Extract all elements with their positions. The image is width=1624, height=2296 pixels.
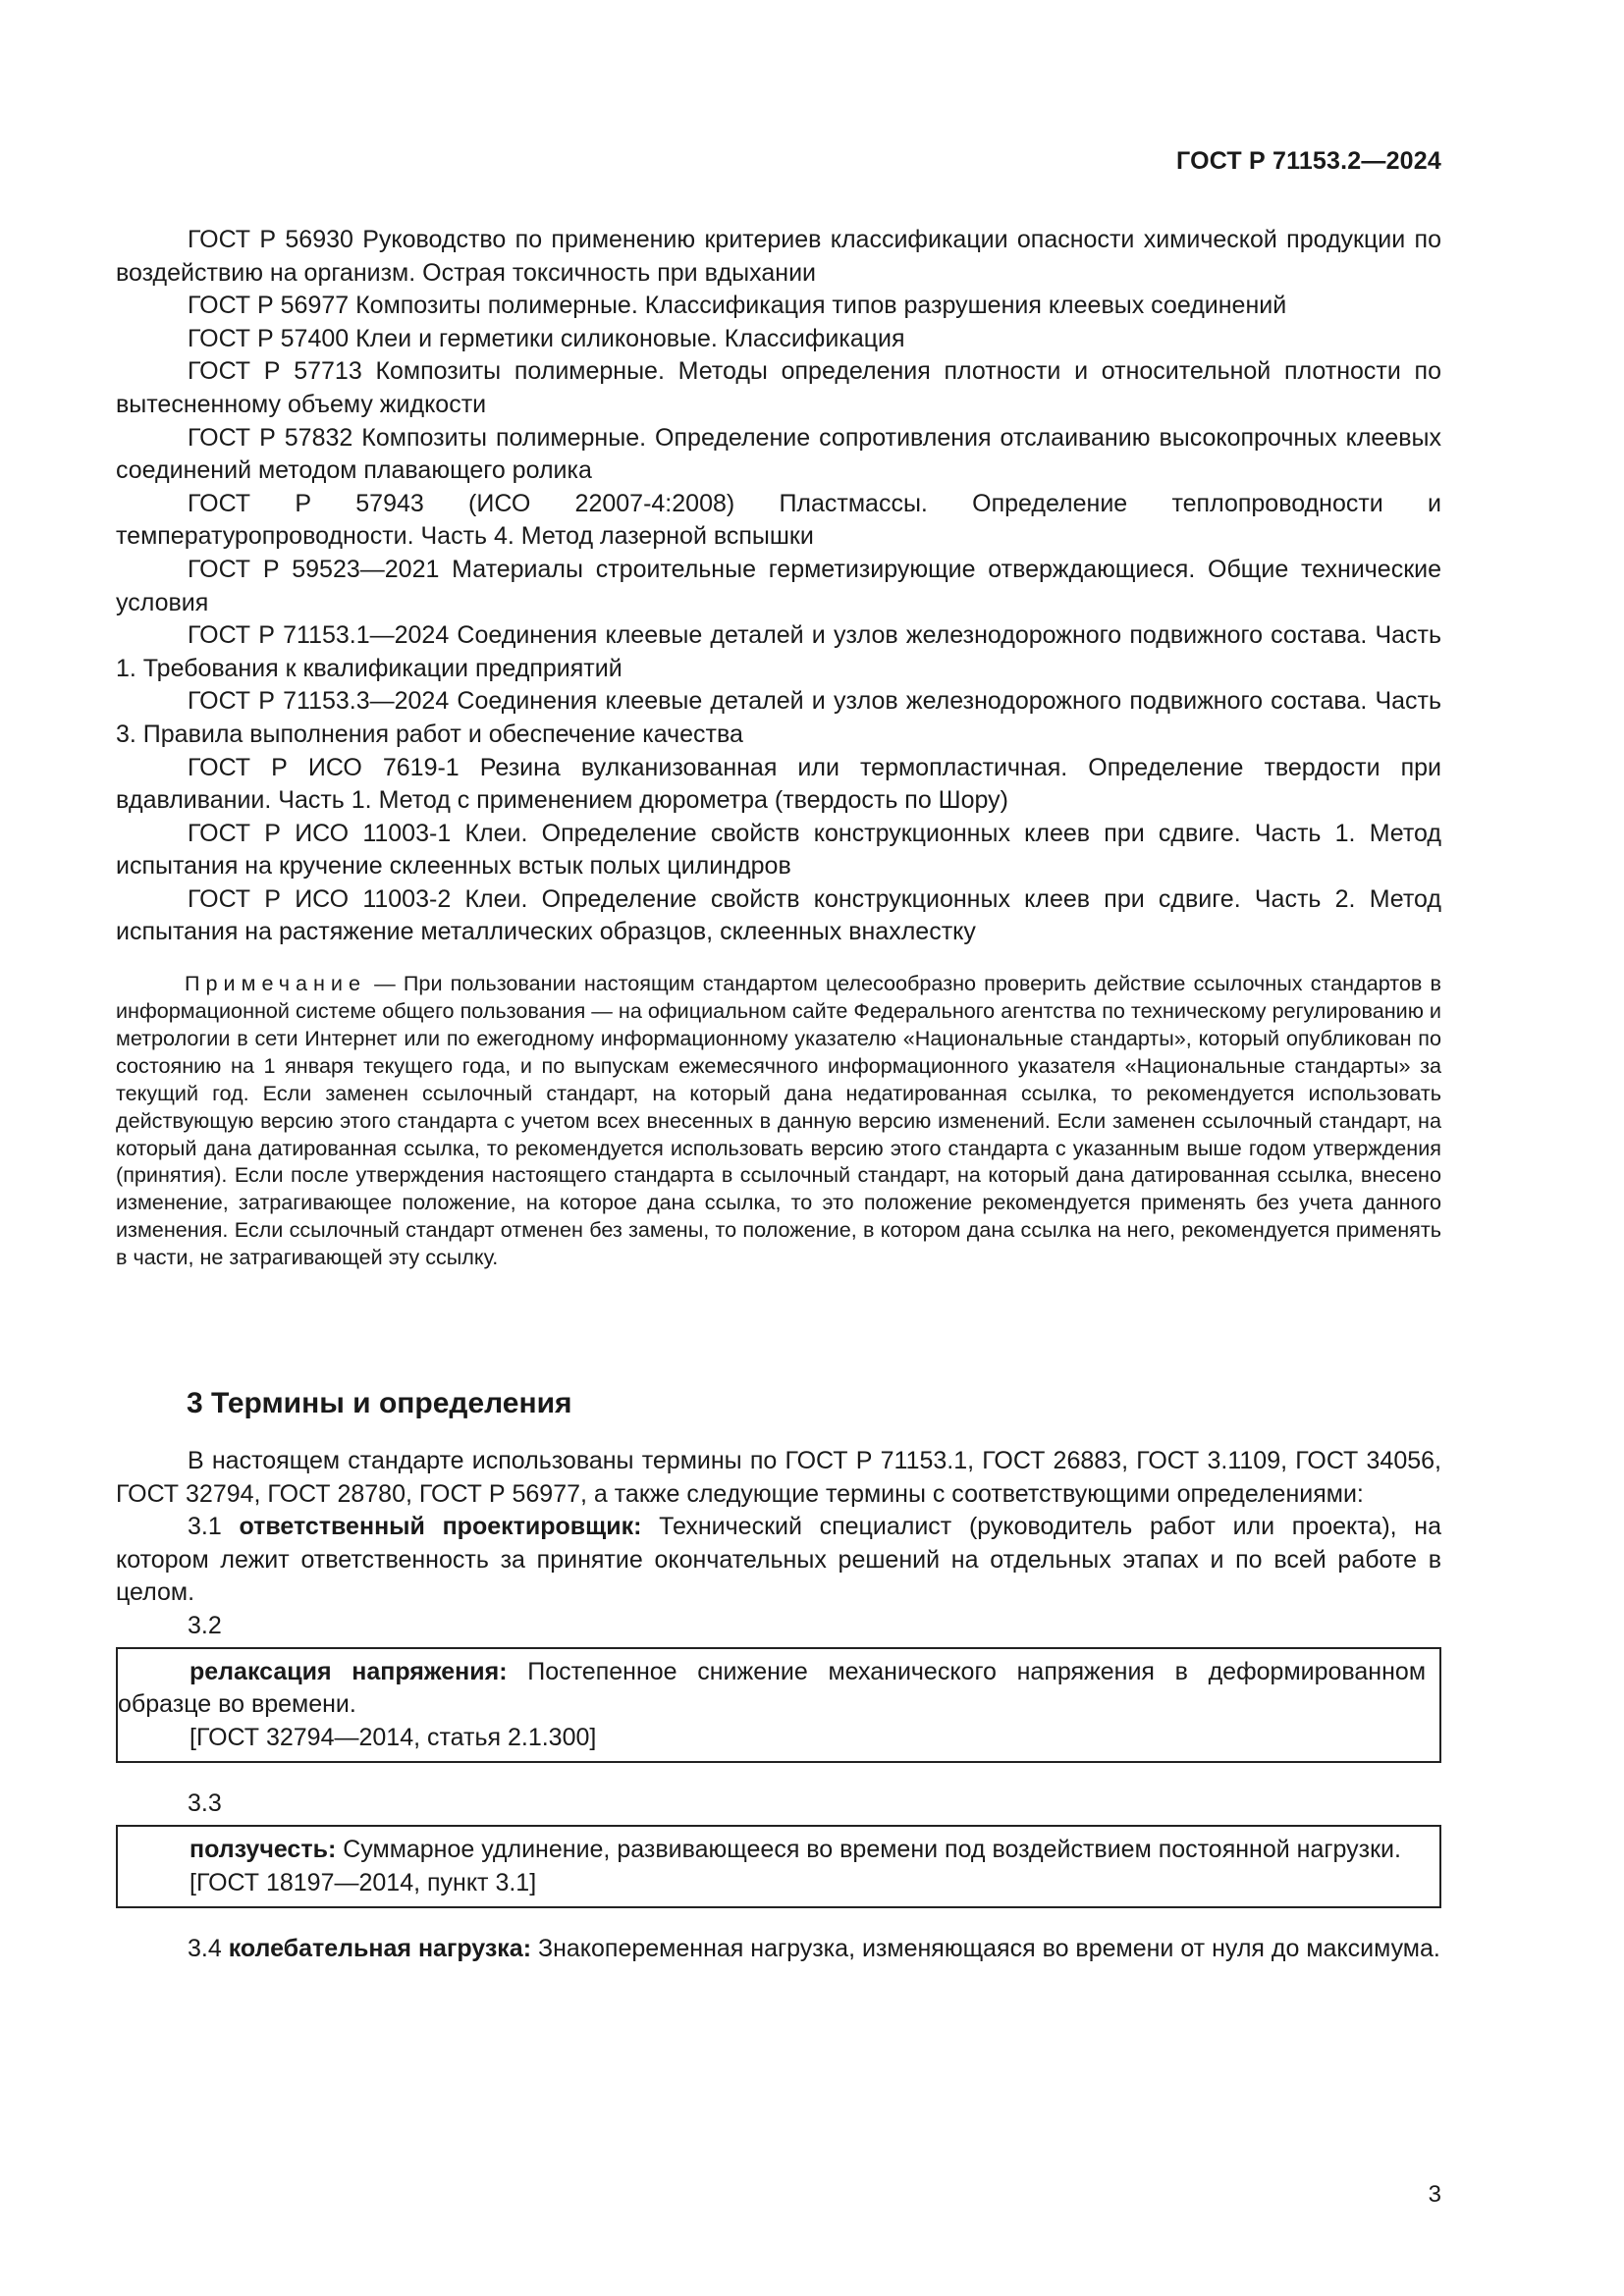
term-name: ответственный проектировщик: — [239, 1513, 642, 1541]
section-terms-definitions — [116, 1384, 1441, 1966]
normative-references-list — [116, 224, 1441, 1271]
term-definition: Знакопеременная нагрузка, изменяющаяся во времени от нуля до максимума. — [531, 1935, 1440, 1963]
term-3-3 — [118, 1834, 1426, 1867]
note-text: — При пользовании настоящим стандартом целесообразно проверить действие ссылочных стандартов в информационной системе общего пользования — на официальном сайте Федерального агентства по техническому регулированию и метрологии в сети Интернет или по ежегодному информационному указателю «Национальные стандарты», который опубликован по состоянию на 1 января текущего года, и по выпускам ежемесячного информационного указателя «Национальные стандарты» за текущий год. Если заменен ссылочный стандарт, на который дана недатированная ссылка, то рекомендуется использовать действующую версию этого стандарта с учетом всех внесенных в данную версию изменений. Если заменен ссылочный стандарт, на который дана датированная ссылка, то рекомендуется использовать версию этого стандарта с указанным выше годом утверждения (принятия). Если после утверждения настоящего стандарта в ссылочный стандарт, на который дана датированная ссылка, внесено изменение, затрагивающее положение, на которое дана ссылка, то это положение рекомендуется применять без учета данного изменения. Если ссылочный стандарт отменен без замены, то положение, в котором дана ссылка на него, рекомендуется применять в части, не затрагивающей эту ссылку. — [116, 971, 1441, 1270]
term-name: колебательная нагрузка: — [228, 1935, 532, 1963]
term-number: 3.1 — [188, 1513, 240, 1541]
document-code: ГОСТ Р 71153.2—2024 — [1176, 147, 1441, 175]
term-number: 3.2 — [188, 1611, 222, 1639]
reference-item: ГОСТ Р ИСО 7619-1 Резина вулканизованная или термопластичная. Определение твердости при вдавливании. Часть 1. Метод с применением дюрометра (твердость по Шору) — [116, 753, 1441, 815]
reference-item: ГОСТ Р 57713 Композиты полимерные. Методы определения плотности и относительной плотности по вытесненному объему жидкости — [116, 357, 1441, 418]
reference-item: ГОСТ Р 71153.1—2024 Соединения клеевые деталей и узлов железнодорожного подвижного состава. Часть 1. Требования к квалификации предприятий — [116, 621, 1441, 682]
term-3-3-box — [116, 1825, 1441, 1908]
reference-item: ГОСТ Р ИСО 11003-2 Клеи. Определение свойств конструкционных клеев при сдвиге. Часть 2. Метод испытания на растяжение металлических образцов, склеенных внахлестку — [116, 884, 1441, 946]
term-definition: Суммарное удлинение, развивающееся во времени под воздействием постоянной нагрузки. — [336, 1835, 1401, 1863]
reference-item: ГОСТ Р 57400 Клеи и герметики силиконовые. Классификация — [188, 324, 905, 352]
term-number: 3.4 — [188, 1935, 229, 1963]
reference-item: ГОСТ Р ИСО 11003-1 Клеи. Определение свойств конструкционных клеев при сдвиге. Часть 1. Метод испытания на кручение склеенных встык полых цилиндров — [116, 819, 1441, 881]
term-3-2 — [118, 1656, 1426, 1722]
term-3-1 — [116, 1511, 1441, 1610]
spacer — [116, 1763, 1441, 1788]
term-name: ползучесть: — [189, 1835, 337, 1863]
term-source: [ГОСТ 32794—2014, статья 2.1.300] — [189, 1723, 597, 1751]
reference-item: ГОСТ Р 57943 (ИСО 22007-4:2008) Пластмассы. Определение теплопроводности и температуропроводности. Часть 4. Метод лазерной вспышки — [116, 489, 1441, 551]
reference-item: ГОСТ Р 71153.3—2024 Соединения клеевые деталей и узлов железнодорожного подвижного состава. Часть 3. Правила выполнения работ и обеспечение качества — [116, 687, 1441, 748]
term-3-4 — [116, 1933, 1441, 1966]
term-number: 3.3 — [188, 1789, 222, 1818]
document-page — [116, 0, 1441, 2296]
term-name: релаксация напряжения: — [189, 1657, 508, 1685]
reference-item: ГОСТ Р 57832 Композиты полимерные. Определение сопротивления отслаиванию высокопрочных клеевых соединений методом плавающего ролика — [116, 423, 1441, 485]
term-source: [ГОСТ 18197—2014, пункт 3.1] — [189, 1868, 537, 1896]
section-title: 3 Термины и определения — [187, 1387, 572, 1419]
section-intro: В настоящем стандарте использованы термины по ГОСТ Р 71153.1, ГОСТ 26883, ГОСТ 3.1109, ГОСТ 34056, ГОСТ 32794, ГОСТ 28780, ГОСТ Р 56977, а также следующие термины с соответствующими определениями: — [116, 1447, 1441, 1508]
term-definition: Технический специалист (руководитель работ или проекта), на котором лежит ответственность за принятие окончательных решений на отдельных этапах и по всей работе в целом. — [116, 1513, 1441, 1607]
term-definition: Постепенное снижение механического напряжения в деформированном образце во времени. — [118, 1657, 1427, 1719]
reference-item: ГОСТ Р 56930 Руководство по применению критериев классификации опасности химической продукции по воздействию на организм. Острая токсичность при вдыхании — [116, 226, 1441, 287]
note-label: Примечание — [185, 971, 366, 996]
spacer — [116, 1908, 1441, 1933]
reference-item: ГОСТ Р 59523—2021 Материалы строительные герметизирующие отверждающиеся. Общие технические условия — [116, 555, 1441, 616]
page-number: 3 — [1428, 2181, 1441, 2208]
references-note — [116, 970, 1441, 1271]
reference-item: ГОСТ Р 56977 Композиты полимерные. Классификация типов разрушения клеевых соединений — [188, 292, 1287, 320]
term-3-2-box — [116, 1647, 1441, 1764]
